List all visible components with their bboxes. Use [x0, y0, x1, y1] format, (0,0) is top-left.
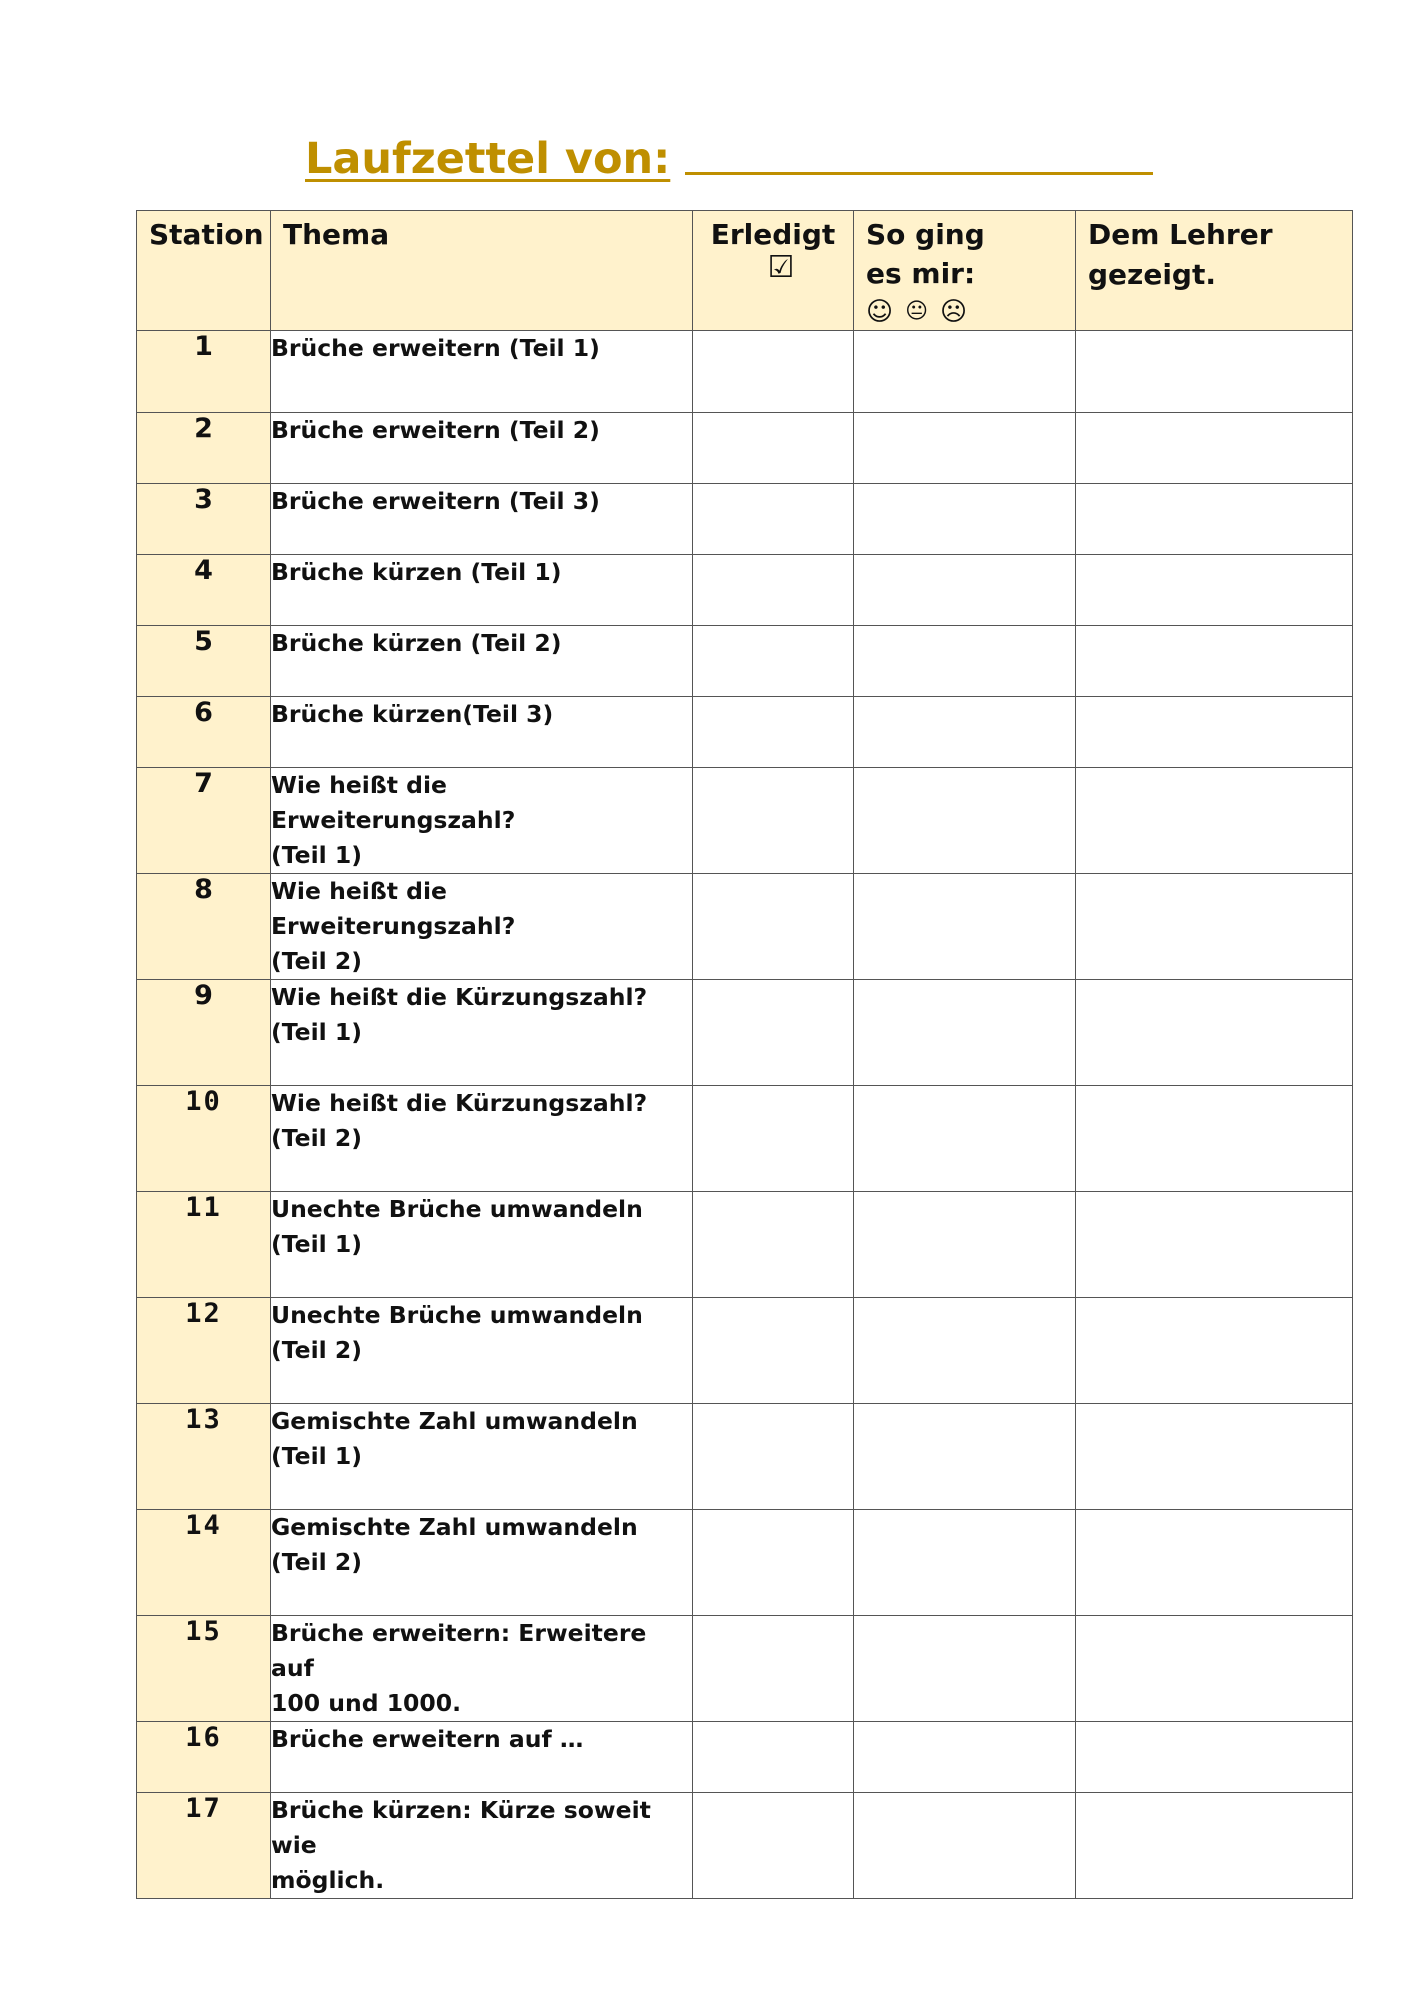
- teacher-cell[interactable]: [1076, 1616, 1353, 1722]
- erledigt-cell[interactable]: [693, 331, 854, 413]
- station-topic: Brüche erweitern: Erweitere auf 100 und 1000.: [271, 1616, 693, 1722]
- teacher-cell[interactable]: [1076, 413, 1353, 484]
- erledigt-cell[interactable]: [693, 484, 854, 555]
- station-number: 11: [137, 1192, 271, 1298]
- smiley-row: [866, 297, 1063, 327]
- station-topic: Brüche erweitern (Teil 3): [271, 484, 693, 555]
- happy-face-icon: ☺: [866, 297, 894, 327]
- station-topic: Brüche kürzen(Teil 3): [271, 697, 693, 768]
- feeling-cell[interactable]: [854, 1192, 1076, 1298]
- feeling-cell[interactable]: [854, 980, 1076, 1086]
- erledigt-cell[interactable]: [693, 626, 854, 697]
- teacher-cell[interactable]: [1076, 1722, 1353, 1793]
- checkbox-icon: ☑: [767, 250, 795, 285]
- feeling-cell[interactable]: [854, 1793, 1076, 1899]
- header-erledigt: [693, 211, 854, 331]
- station-number: 13: [137, 1404, 271, 1510]
- table-row: [137, 413, 1353, 484]
- feeling-cell[interactable]: [854, 626, 1076, 697]
- erledigt-cell[interactable]: [693, 874, 854, 980]
- table-row: [137, 874, 1353, 980]
- header-so-ging-label: So ging es mir:: [866, 218, 985, 290]
- teacher-cell[interactable]: [1076, 1404, 1353, 1510]
- table-row: [137, 1510, 1353, 1616]
- station-topic: Brüche kürzen (Teil 1): [271, 555, 693, 626]
- erledigt-cell[interactable]: [693, 1086, 854, 1192]
- feeling-cell[interactable]: [854, 1510, 1076, 1616]
- station-number: 8: [137, 874, 271, 980]
- teacher-cell[interactable]: [1076, 331, 1353, 413]
- station-number: 4: [137, 555, 271, 626]
- station-table: [136, 210, 1353, 1899]
- station-number: 5: [137, 626, 271, 697]
- header-thema: Thema: [271, 211, 693, 331]
- station-topic: Wie heißt die Kürzungszahl? (Teil 1): [271, 980, 693, 1086]
- table-row: [137, 980, 1353, 1086]
- table-row: [137, 626, 1353, 697]
- table-row: [137, 1616, 1353, 1722]
- table-row: [137, 1192, 1353, 1298]
- teacher-cell[interactable]: [1076, 555, 1353, 626]
- station-number: 1: [137, 331, 271, 413]
- feeling-cell[interactable]: [854, 874, 1076, 980]
- erledigt-cell[interactable]: [693, 1722, 854, 1793]
- teacher-cell[interactable]: [1076, 1086, 1353, 1192]
- erledigt-cell[interactable]: [693, 1192, 854, 1298]
- station-number: 3: [137, 484, 271, 555]
- teacher-cell[interactable]: [1076, 1192, 1353, 1298]
- station-number: 6: [137, 697, 271, 768]
- teacher-cell[interactable]: [1076, 980, 1353, 1086]
- teacher-cell[interactable]: [1076, 484, 1353, 555]
- station-number: 9: [137, 980, 271, 1086]
- station-topic: Brüche erweitern (Teil 2): [271, 413, 693, 484]
- table-row: [137, 768, 1353, 874]
- table-row: [137, 555, 1353, 626]
- station-topic: Unechte Brüche umwandeln (Teil 2): [271, 1298, 693, 1404]
- erledigt-cell[interactable]: [693, 1404, 854, 1510]
- station-topic: Brüche kürzen: Kürze soweit wie möglich.: [271, 1793, 693, 1899]
- feeling-cell[interactable]: [854, 484, 1076, 555]
- station-topic: Wie heißt die Erweiterungszahl? (Teil 2): [271, 874, 693, 980]
- station-topic: Brüche kürzen (Teil 2): [271, 626, 693, 697]
- feeling-cell[interactable]: [854, 1086, 1076, 1192]
- erledigt-cell[interactable]: [693, 980, 854, 1086]
- header-station: Station: [137, 211, 271, 331]
- worksheet-title: [305, 122, 1153, 184]
- feeling-cell[interactable]: [854, 331, 1076, 413]
- teacher-cell[interactable]: [1076, 1793, 1353, 1899]
- station-number: 14: [137, 1510, 271, 1616]
- station-number: 12: [137, 1298, 271, 1404]
- teacher-cell[interactable]: [1076, 697, 1353, 768]
- title-text: Laufzettel von:: [305, 134, 671, 184]
- table-row: [137, 1722, 1353, 1793]
- station-topic: Unechte Brüche umwandeln (Teil 1): [271, 1192, 693, 1298]
- header-lehrer: Dem Lehrer gezeigt.: [1076, 211, 1353, 331]
- teacher-cell[interactable]: [1076, 1510, 1353, 1616]
- station-topic: Brüche erweitern auf …: [271, 1722, 693, 1793]
- header-row: [137, 211, 1353, 331]
- station-topic: Gemischte Zahl umwandeln (Teil 2): [271, 1510, 693, 1616]
- station-topic: Wie heißt die Kürzungszahl? (Teil 2): [271, 1086, 693, 1192]
- erledigt-cell[interactable]: [693, 768, 854, 874]
- station-topic: Brüche erweitern (Teil 1): [271, 331, 693, 413]
- station-topic: Wie heißt die Erweiterungszahl? (Teil 1): [271, 768, 693, 874]
- table-row: [137, 697, 1353, 768]
- neutral-face-icon: 😐: [905, 299, 929, 324]
- header-so-ging-es-mir: [854, 211, 1076, 331]
- station-number: 15: [137, 1616, 271, 1722]
- feeling-cell[interactable]: [854, 1404, 1076, 1510]
- erledigt-cell[interactable]: [693, 413, 854, 484]
- erledigt-cell[interactable]: [693, 555, 854, 626]
- erledigt-cell[interactable]: [693, 697, 854, 768]
- table-row: [137, 1298, 1353, 1404]
- feeling-cell[interactable]: [854, 1616, 1076, 1722]
- name-blank-line: [685, 172, 1153, 175]
- erledigt-cell[interactable]: [693, 1298, 854, 1404]
- teacher-cell[interactable]: [1076, 626, 1353, 697]
- feeling-cell[interactable]: [854, 555, 1076, 626]
- feeling-cell[interactable]: [854, 1722, 1076, 1793]
- sad-face-icon: ☹: [940, 297, 968, 327]
- teacher-cell[interactable]: [1076, 874, 1353, 980]
- teacher-cell[interactable]: [1076, 768, 1353, 874]
- feeling-cell[interactable]: [854, 413, 1076, 484]
- teacher-cell[interactable]: [1076, 1298, 1353, 1404]
- table-row: [137, 1086, 1353, 1192]
- table-row: [137, 1793, 1353, 1899]
- table-row: [137, 331, 1353, 413]
- erledigt-cell[interactable]: [693, 1616, 854, 1722]
- feeling-cell[interactable]: [854, 1298, 1076, 1404]
- erledigt-cell[interactable]: [693, 1510, 854, 1616]
- feeling-cell[interactable]: [854, 697, 1076, 768]
- table-row: [137, 484, 1353, 555]
- table-row: [137, 1404, 1353, 1510]
- header-erledigt-label: Erledigt: [710, 218, 836, 251]
- station-number: 10: [137, 1086, 271, 1192]
- station-number: 2: [137, 413, 271, 484]
- feeling-cell[interactable]: [854, 768, 1076, 874]
- station-number: 16: [137, 1722, 271, 1793]
- station-number: 7: [137, 768, 271, 874]
- erledigt-cell[interactable]: [693, 1793, 854, 1899]
- station-number: 17: [137, 1793, 271, 1899]
- station-topic: Gemischte Zahl umwandeln (Teil 1): [271, 1404, 693, 1510]
